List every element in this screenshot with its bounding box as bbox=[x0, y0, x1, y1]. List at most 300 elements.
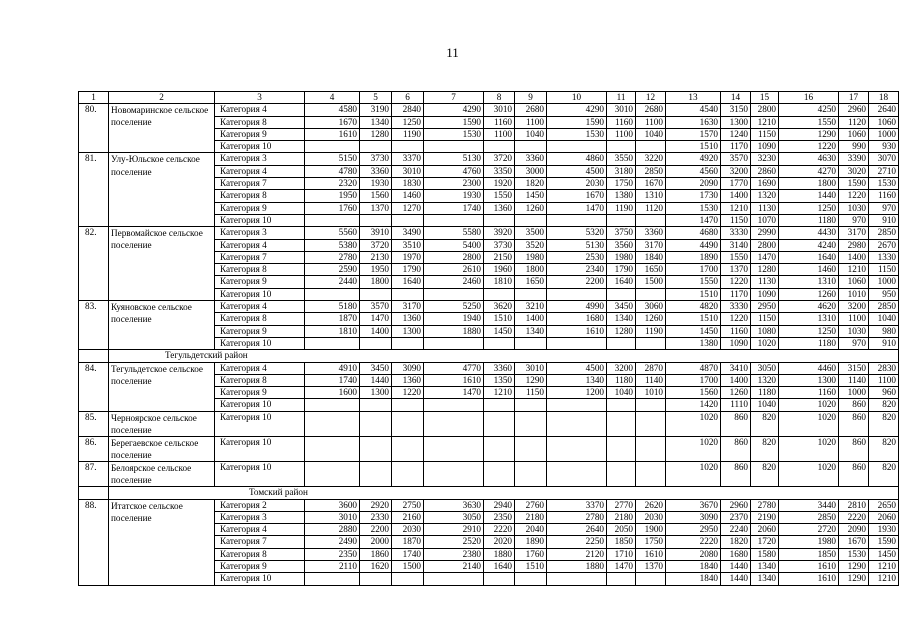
row-index: 81. bbox=[79, 153, 109, 227]
value-cell: 1130 bbox=[751, 276, 779, 288]
value-cell bbox=[607, 337, 636, 349]
table-row bbox=[79, 499, 899, 511]
value-cell: 3200 bbox=[839, 301, 869, 313]
value-cell: 1980 bbox=[779, 536, 839, 548]
value-cell: 2800 bbox=[751, 104, 779, 116]
table-row bbox=[79, 104, 899, 116]
row-index: 88. bbox=[79, 499, 109, 585]
column-header: 14 bbox=[721, 92, 751, 104]
value-cell: 1100 bbox=[607, 128, 636, 140]
value-cell bbox=[547, 141, 607, 153]
value-cell: 1320 bbox=[751, 190, 779, 202]
value-cell: 1720 bbox=[751, 536, 779, 548]
value-cell: 2460 bbox=[424, 276, 484, 288]
value-cell: 1060 bbox=[869, 116, 899, 128]
value-cell: 3200 bbox=[721, 165, 751, 177]
value-cell: 2160 bbox=[392, 511, 424, 523]
value-cell: 1550 bbox=[721, 251, 751, 263]
value-cell bbox=[424, 214, 484, 226]
row-index: 84. bbox=[79, 362, 109, 411]
value-cell bbox=[360, 399, 392, 411]
value-cell: 3600 bbox=[305, 499, 360, 511]
value-cell bbox=[607, 573, 636, 585]
value-cell: 1510 bbox=[666, 313, 721, 325]
value-cell: 3750 bbox=[607, 227, 636, 239]
value-cell: 1450 bbox=[869, 548, 899, 560]
value-cell: 910 bbox=[869, 337, 899, 349]
value-cell: 1590 bbox=[547, 116, 607, 128]
column-header: 17 bbox=[839, 92, 869, 104]
value-cell: 1260 bbox=[636, 313, 666, 325]
value-cell: 1810 bbox=[484, 276, 515, 288]
value-cell: 2800 bbox=[751, 239, 779, 251]
value-cell: 1750 bbox=[636, 536, 666, 548]
value-cell: 1700 bbox=[666, 374, 721, 386]
value-cell bbox=[515, 141, 547, 153]
value-cell: 1840 bbox=[666, 561, 721, 573]
value-cell: 3350 bbox=[484, 165, 515, 177]
category-cell: Категория 8 bbox=[215, 374, 305, 386]
value-cell bbox=[392, 411, 424, 436]
value-cell bbox=[392, 573, 424, 585]
value-cell: 1460 bbox=[392, 190, 424, 202]
category-cell: Категория 9 bbox=[215, 128, 305, 140]
value-cell: 3410 bbox=[721, 362, 751, 374]
value-cell: 1960 bbox=[484, 264, 515, 276]
row-index: 86. bbox=[79, 436, 109, 461]
value-cell: 2090 bbox=[666, 178, 721, 190]
value-cell: 3020 bbox=[839, 165, 869, 177]
value-cell bbox=[515, 411, 547, 436]
column-header: 5 bbox=[360, 92, 392, 104]
value-cell: 970 bbox=[839, 337, 869, 349]
value-cell: 2760 bbox=[515, 499, 547, 511]
value-cell: 2040 bbox=[515, 524, 547, 536]
value-cell: 2530 bbox=[547, 251, 607, 263]
value-cell: 5130 bbox=[424, 153, 484, 165]
tariff-table bbox=[78, 91, 899, 586]
value-cell: 1630 bbox=[666, 116, 721, 128]
value-cell: 1200 bbox=[547, 387, 607, 399]
value-cell: 1070 bbox=[751, 214, 779, 226]
value-cell: 1220 bbox=[779, 141, 839, 153]
category-cell: Категория 10 bbox=[215, 462, 305, 487]
category-cell: Категория 10 bbox=[215, 399, 305, 411]
district-row bbox=[79, 350, 899, 362]
value-cell: 1470 bbox=[751, 251, 779, 263]
value-cell: 1510 bbox=[666, 288, 721, 300]
column-header: 4 bbox=[305, 92, 360, 104]
settlement-name: Итатское сельское поселение bbox=[109, 499, 215, 585]
value-cell: 1260 bbox=[515, 202, 547, 214]
value-cell: 1530 bbox=[666, 202, 721, 214]
value-cell: 1870 bbox=[305, 313, 360, 325]
row-index: 85. bbox=[79, 411, 109, 436]
value-cell: 1810 bbox=[305, 325, 360, 337]
value-cell: 1590 bbox=[424, 116, 484, 128]
value-cell: 1300 bbox=[779, 374, 839, 386]
value-cell bbox=[360, 462, 392, 487]
value-cell: 1120 bbox=[636, 202, 666, 214]
value-cell: 3620 bbox=[484, 301, 515, 313]
value-cell bbox=[424, 399, 484, 411]
value-cell: 1290 bbox=[839, 561, 869, 573]
value-cell: 3670 bbox=[666, 499, 721, 511]
value-cell: 3190 bbox=[360, 104, 392, 116]
value-cell bbox=[636, 399, 666, 411]
value-cell: 2980 bbox=[839, 239, 869, 251]
value-cell: 2590 bbox=[305, 264, 360, 276]
value-cell: 1730 bbox=[666, 190, 721, 202]
row-index: 82. bbox=[79, 227, 109, 301]
value-cell: 1040 bbox=[607, 387, 636, 399]
value-cell: 1580 bbox=[751, 548, 779, 560]
value-cell: 1220 bbox=[721, 313, 751, 325]
value-cell: 3450 bbox=[360, 362, 392, 374]
value-cell: 2140 bbox=[424, 561, 484, 573]
value-cell: 1380 bbox=[607, 190, 636, 202]
value-cell: 2910 bbox=[424, 524, 484, 536]
value-cell: 2110 bbox=[305, 561, 360, 573]
value-cell: 5320 bbox=[547, 227, 607, 239]
value-cell: 4990 bbox=[547, 301, 607, 313]
value-cell: 970 bbox=[869, 202, 899, 214]
value-cell: 2940 bbox=[484, 499, 515, 511]
value-cell: 4560 bbox=[666, 165, 721, 177]
value-cell bbox=[305, 214, 360, 226]
value-cell: 1440 bbox=[360, 374, 392, 386]
value-cell bbox=[547, 337, 607, 349]
table-row bbox=[79, 227, 899, 239]
table-row bbox=[79, 436, 899, 461]
value-cell: 820 bbox=[751, 462, 779, 487]
value-cell: 1300 bbox=[392, 325, 424, 337]
value-cell: 2850 bbox=[636, 165, 666, 177]
value-cell bbox=[360, 411, 392, 436]
value-cell: 1040 bbox=[515, 128, 547, 140]
value-cell bbox=[424, 411, 484, 436]
value-cell: 3090 bbox=[666, 511, 721, 523]
value-cell: 1220 bbox=[839, 190, 869, 202]
value-cell: 1470 bbox=[547, 202, 607, 214]
value-cell: 860 bbox=[721, 411, 751, 436]
value-cell: 1270 bbox=[392, 202, 424, 214]
value-cell: 1150 bbox=[751, 313, 779, 325]
value-cell: 1880 bbox=[547, 561, 607, 573]
value-cell: 1930 bbox=[360, 178, 392, 190]
value-cell: 4580 bbox=[305, 104, 360, 116]
value-cell: 1140 bbox=[839, 374, 869, 386]
value-cell bbox=[360, 573, 392, 585]
category-cell: Категория 4 bbox=[215, 362, 305, 374]
value-cell: 2810 bbox=[839, 499, 869, 511]
value-cell: 1210 bbox=[721, 202, 751, 214]
value-cell: 1400 bbox=[360, 325, 392, 337]
settlement-name: Берегаевское сельское поселение bbox=[109, 436, 215, 461]
value-cell bbox=[636, 141, 666, 153]
value-cell: 1680 bbox=[721, 548, 751, 560]
value-cell: 1190 bbox=[607, 202, 636, 214]
value-cell bbox=[360, 214, 392, 226]
column-header: 1 bbox=[79, 92, 109, 104]
value-cell: 2330 bbox=[360, 511, 392, 523]
value-cell: 4920 bbox=[666, 153, 721, 165]
row-index: 80. bbox=[79, 104, 109, 153]
value-cell: 820 bbox=[869, 462, 899, 487]
value-cell: 4290 bbox=[424, 104, 484, 116]
value-cell: 1340 bbox=[751, 561, 779, 573]
value-cell: 4490 bbox=[666, 239, 721, 251]
value-cell: 2220 bbox=[666, 536, 721, 548]
value-cell: 1370 bbox=[721, 264, 751, 276]
value-cell: 1820 bbox=[721, 536, 751, 548]
value-cell: 1110 bbox=[721, 399, 751, 411]
value-cell: 1940 bbox=[424, 313, 484, 325]
value-cell bbox=[636, 436, 666, 461]
value-cell: 2860 bbox=[751, 165, 779, 177]
value-cell: 2340 bbox=[547, 264, 607, 276]
value-cell bbox=[607, 214, 636, 226]
value-cell: 3550 bbox=[607, 153, 636, 165]
settlement-name: Куяновское сельское поселение bbox=[109, 301, 215, 350]
district-row bbox=[79, 487, 899, 499]
value-cell: 3060 bbox=[636, 301, 666, 313]
value-cell: 3730 bbox=[484, 239, 515, 251]
district-spacer-cell bbox=[79, 350, 109, 362]
category-cell: Категория 3 bbox=[215, 511, 305, 523]
value-cell: 1510 bbox=[484, 313, 515, 325]
value-cell: 3140 bbox=[721, 239, 751, 251]
value-cell: 2350 bbox=[305, 548, 360, 560]
value-cell: 2780 bbox=[751, 499, 779, 511]
value-cell: 1400 bbox=[515, 313, 547, 325]
value-cell: 1000 bbox=[869, 128, 899, 140]
value-cell: 2830 bbox=[869, 362, 899, 374]
value-cell: 1450 bbox=[484, 325, 515, 337]
category-cell: Категория 9 bbox=[215, 276, 305, 288]
value-cell: 1160 bbox=[484, 116, 515, 128]
value-cell: 2670 bbox=[869, 239, 899, 251]
value-cell: 3180 bbox=[607, 165, 636, 177]
value-cell: 1120 bbox=[839, 116, 869, 128]
value-cell bbox=[424, 436, 484, 461]
value-cell: 1020 bbox=[751, 337, 779, 349]
value-cell: 1680 bbox=[547, 313, 607, 325]
column-header: 12 bbox=[636, 92, 666, 104]
value-cell: 1610 bbox=[779, 561, 839, 573]
value-cell: 2190 bbox=[751, 511, 779, 523]
value-cell: 3390 bbox=[839, 153, 869, 165]
value-cell: 2720 bbox=[779, 524, 839, 536]
value-cell: 2250 bbox=[547, 536, 607, 548]
value-cell: 1890 bbox=[515, 536, 547, 548]
value-cell: 2200 bbox=[547, 276, 607, 288]
value-cell: 1220 bbox=[721, 276, 751, 288]
value-cell: 3360 bbox=[515, 153, 547, 165]
value-cell: 1980 bbox=[515, 251, 547, 263]
settlement-name: Первомайское сельское поселение bbox=[109, 227, 215, 301]
value-cell: 2870 bbox=[636, 362, 666, 374]
value-cell: 3520 bbox=[515, 239, 547, 251]
value-cell: 3720 bbox=[484, 153, 515, 165]
value-cell bbox=[515, 462, 547, 487]
value-cell: 2240 bbox=[721, 524, 751, 536]
category-cell: Категория 2 bbox=[215, 499, 305, 511]
value-cell: 1930 bbox=[869, 524, 899, 536]
value-cell bbox=[360, 337, 392, 349]
value-cell: 2520 bbox=[424, 536, 484, 548]
value-cell bbox=[305, 436, 360, 461]
value-cell: 1210 bbox=[839, 264, 869, 276]
value-cell: 1400 bbox=[721, 374, 751, 386]
value-cell: 1160 bbox=[607, 116, 636, 128]
value-cell: 1060 bbox=[839, 276, 869, 288]
value-cell: 1770 bbox=[721, 178, 751, 190]
value-cell: 1360 bbox=[392, 374, 424, 386]
value-cell: 1710 bbox=[607, 548, 636, 560]
value-cell: 1020 bbox=[779, 411, 839, 436]
value-cell bbox=[515, 436, 547, 461]
column-header: 6 bbox=[392, 92, 424, 104]
value-cell: 2220 bbox=[484, 524, 515, 536]
value-cell: 2750 bbox=[392, 499, 424, 511]
value-cell: 1090 bbox=[721, 337, 751, 349]
value-cell: 1190 bbox=[392, 128, 424, 140]
value-cell: 1000 bbox=[869, 276, 899, 288]
value-cell: 1020 bbox=[666, 462, 721, 487]
value-cell: 2850 bbox=[779, 511, 839, 523]
value-cell: 3090 bbox=[392, 362, 424, 374]
column-header: 18 bbox=[869, 92, 899, 104]
value-cell: 1840 bbox=[666, 573, 721, 585]
value-cell: 1530 bbox=[839, 548, 869, 560]
value-cell: 1160 bbox=[721, 325, 751, 337]
value-cell: 1650 bbox=[515, 276, 547, 288]
column-header: 11 bbox=[607, 92, 636, 104]
value-cell: 2680 bbox=[636, 104, 666, 116]
value-cell bbox=[547, 462, 607, 487]
value-cell bbox=[547, 573, 607, 585]
value-cell bbox=[636, 573, 666, 585]
value-cell bbox=[515, 214, 547, 226]
value-cell: 820 bbox=[869, 399, 899, 411]
column-header: 3 bbox=[215, 92, 305, 104]
value-cell: 3570 bbox=[721, 153, 751, 165]
value-cell: 1610 bbox=[636, 548, 666, 560]
value-cell: 1640 bbox=[484, 561, 515, 573]
value-cell: 1020 bbox=[666, 436, 721, 461]
value-cell: 1750 bbox=[607, 178, 636, 190]
value-cell: 2680 bbox=[515, 104, 547, 116]
value-cell: 1790 bbox=[392, 264, 424, 276]
value-cell: 1130 bbox=[751, 202, 779, 214]
value-cell bbox=[424, 288, 484, 300]
value-cell: 1310 bbox=[779, 313, 839, 325]
value-cell: 2200 bbox=[360, 524, 392, 536]
value-cell bbox=[547, 288, 607, 300]
value-cell: 1620 bbox=[360, 561, 392, 573]
value-cell bbox=[607, 399, 636, 411]
category-cell: Категория 10 bbox=[215, 411, 305, 436]
value-cell bbox=[424, 462, 484, 487]
category-cell: Категория 4 bbox=[215, 165, 305, 177]
value-cell: 3360 bbox=[484, 362, 515, 374]
value-cell: 1590 bbox=[869, 536, 899, 548]
category-cell: Категория 3 bbox=[215, 153, 305, 165]
value-cell: 970 bbox=[839, 214, 869, 226]
value-cell: 1550 bbox=[666, 276, 721, 288]
column-header: 16 bbox=[779, 92, 839, 104]
value-cell: 1600 bbox=[305, 387, 360, 399]
table-row bbox=[79, 301, 899, 313]
value-cell: 1180 bbox=[751, 387, 779, 399]
value-cell bbox=[484, 337, 515, 349]
value-cell: 1280 bbox=[360, 128, 392, 140]
value-cell bbox=[636, 288, 666, 300]
category-cell: Категория 3 bbox=[215, 227, 305, 239]
value-cell: 1090 bbox=[751, 288, 779, 300]
value-cell: 1340 bbox=[751, 573, 779, 585]
value-cell: 3170 bbox=[392, 301, 424, 313]
value-cell: 4430 bbox=[779, 227, 839, 239]
value-cell: 1150 bbox=[751, 128, 779, 140]
value-cell: 2320 bbox=[305, 178, 360, 190]
category-cell: Категория 10 bbox=[215, 288, 305, 300]
value-cell: 4270 bbox=[779, 165, 839, 177]
value-cell: 1530 bbox=[424, 128, 484, 140]
column-header: 2 bbox=[109, 92, 215, 104]
value-cell: 3360 bbox=[636, 227, 666, 239]
value-cell: 1290 bbox=[839, 573, 869, 585]
value-cell: 1040 bbox=[869, 313, 899, 325]
value-cell: 1610 bbox=[547, 325, 607, 337]
value-cell: 2990 bbox=[751, 227, 779, 239]
value-cell: 1830 bbox=[392, 178, 424, 190]
value-cell: 1300 bbox=[721, 116, 751, 128]
value-cell: 2060 bbox=[869, 511, 899, 523]
value-cell: 2880 bbox=[305, 524, 360, 536]
value-cell: 3010 bbox=[305, 511, 360, 523]
value-cell: 1310 bbox=[779, 276, 839, 288]
value-cell: 1290 bbox=[515, 374, 547, 386]
value-cell: 1790 bbox=[607, 264, 636, 276]
value-cell: 2080 bbox=[666, 548, 721, 560]
value-cell: 2960 bbox=[721, 499, 751, 511]
value-cell bbox=[392, 462, 424, 487]
value-cell: 3490 bbox=[392, 227, 424, 239]
value-cell: 1820 bbox=[515, 178, 547, 190]
value-cell: 1360 bbox=[484, 202, 515, 214]
category-cell: Категория 4 bbox=[215, 104, 305, 116]
value-cell: 3010 bbox=[484, 104, 515, 116]
value-cell: 1800 bbox=[779, 178, 839, 190]
value-cell: 1340 bbox=[515, 325, 547, 337]
value-cell bbox=[607, 411, 636, 436]
value-cell: 1640 bbox=[607, 276, 636, 288]
value-cell: 1640 bbox=[779, 251, 839, 263]
value-cell: 3510 bbox=[392, 239, 424, 251]
value-cell: 1340 bbox=[547, 374, 607, 386]
value-cell bbox=[305, 573, 360, 585]
value-cell: 1440 bbox=[721, 561, 751, 573]
value-cell: 2060 bbox=[751, 524, 779, 536]
value-cell: 3010 bbox=[392, 165, 424, 177]
value-cell: 4290 bbox=[547, 104, 607, 116]
value-cell bbox=[392, 288, 424, 300]
value-cell: 1090 bbox=[751, 141, 779, 153]
value-cell: 3330 bbox=[721, 227, 751, 239]
value-cell: 2780 bbox=[547, 511, 607, 523]
